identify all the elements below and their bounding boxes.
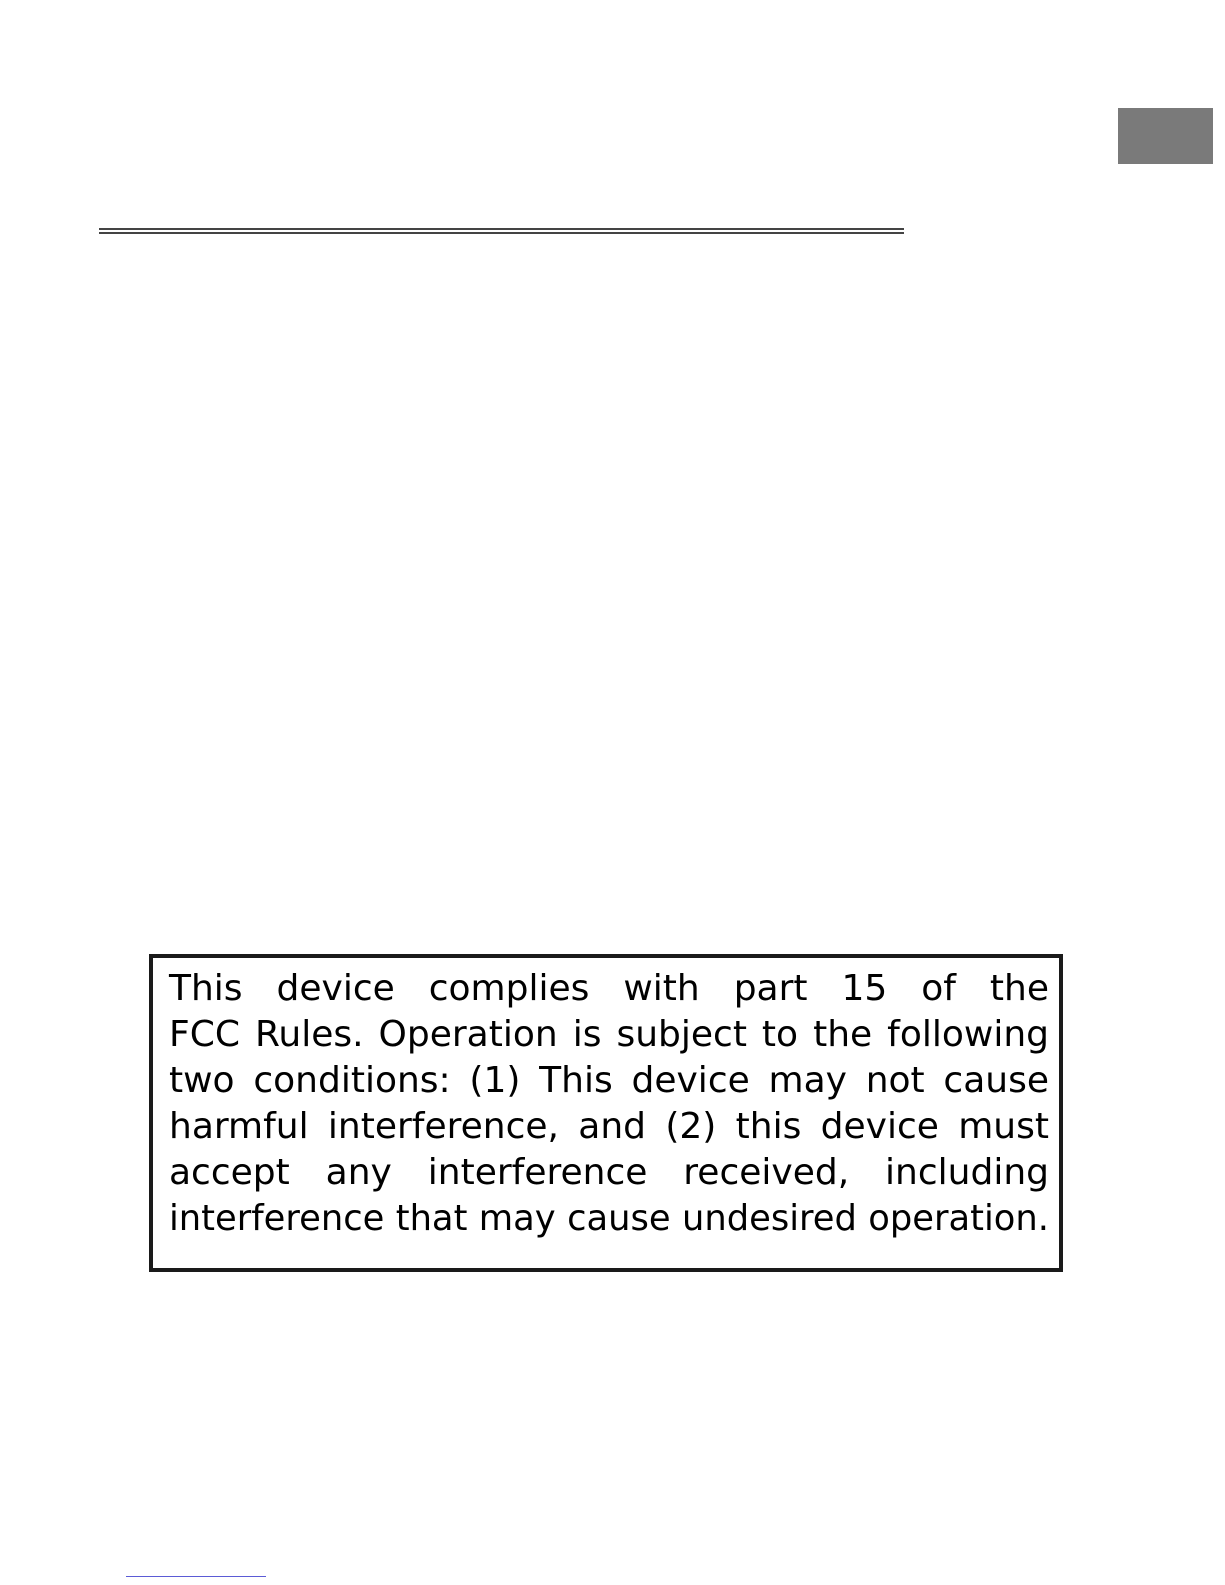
fcc-notice-text <box>169 966 1049 1242</box>
notice-line-3: two conditions: (1) This device may not cause <box>169 1060 1049 1101</box>
chapter-thumb-tab <box>1118 108 1213 164</box>
title-double-rule <box>99 228 904 236</box>
notice-line-1: This device complies with part 15 of the <box>169 968 1049 1009</box>
notice-line-2: FCC Rules. Operation is subject to the following <box>169 1014 1049 1055</box>
notice-line-4: harmful interference, and (2) this device must <box>169 1106 1049 1147</box>
footer-link-underline[interactable] <box>126 1576 266 1577</box>
fcc-notice-box <box>149 954 1063 1272</box>
rule-line-bottom <box>99 232 904 234</box>
notice-line-6: interference that may cause undesired operation. <box>169 1198 1049 1239</box>
rule-line-top <box>99 228 904 230</box>
notice-line-5: accept any interference received, including <box>169 1152 1049 1193</box>
